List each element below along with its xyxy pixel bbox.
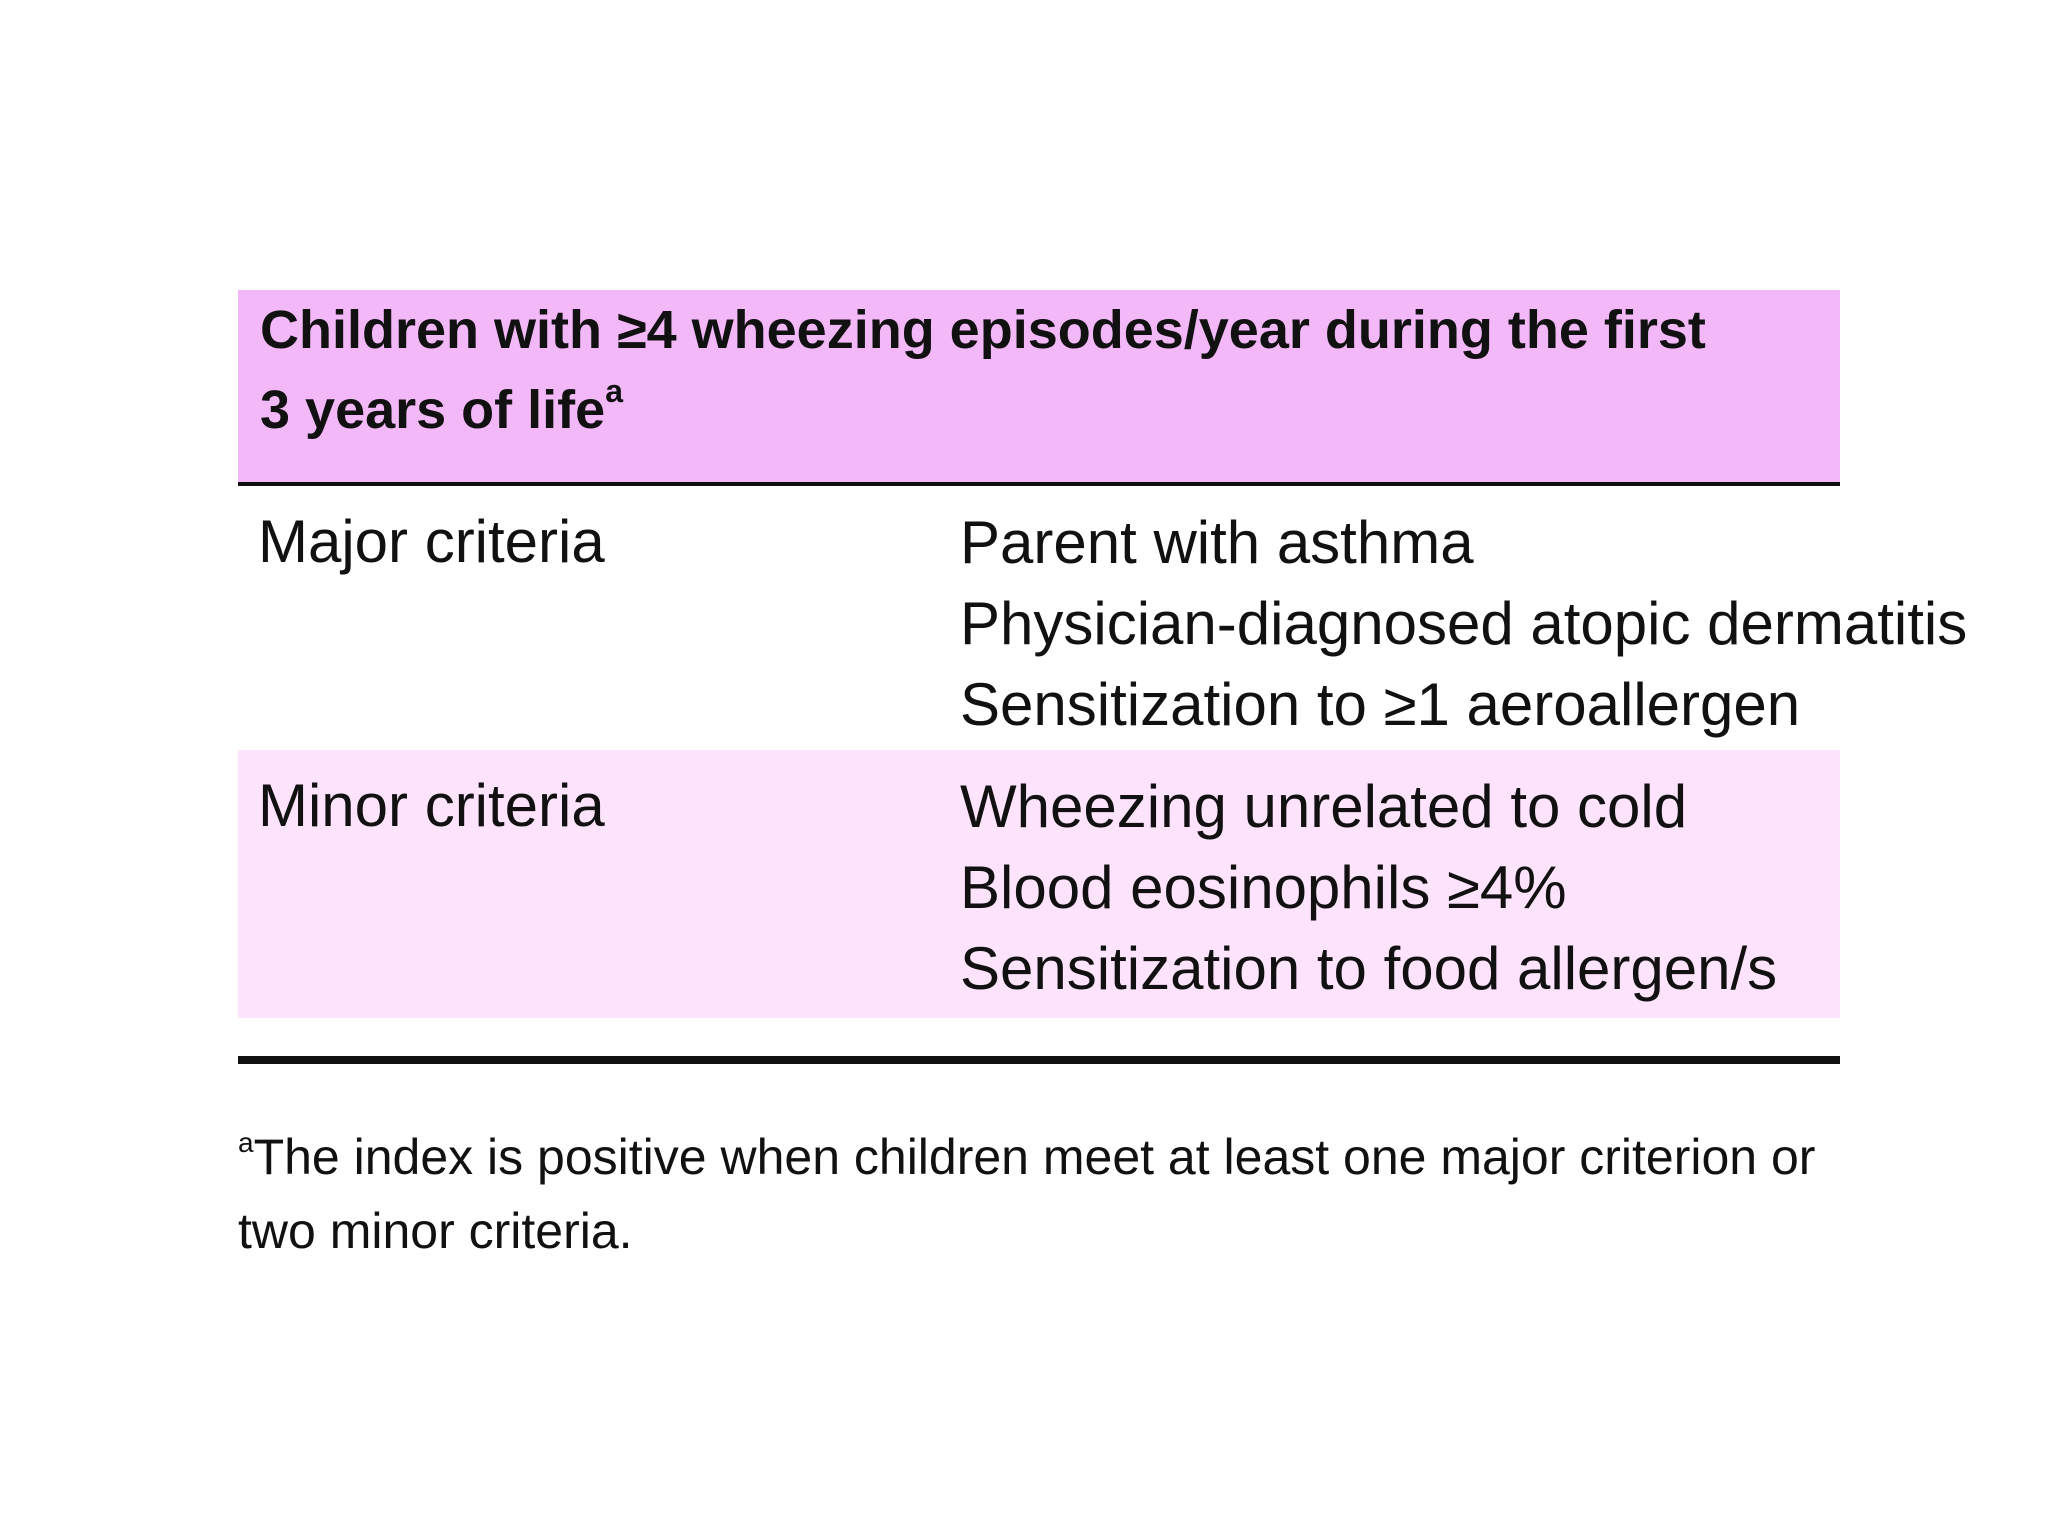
minor-criteria-list xyxy=(960,766,1777,1009)
row-label-major: Major criteria xyxy=(258,508,605,575)
table-header-line-1: Children with ≥4 wheezing episodes/year during the first xyxy=(260,300,1706,360)
footnote-text: The index is positive when children meet at least one major criterion or two minor criteria. xyxy=(238,1129,1816,1259)
table-header xyxy=(238,290,1840,482)
list-item: Parent with asthma xyxy=(960,509,1474,576)
table-row-major-criteria xyxy=(238,486,1968,750)
major-criteria-list xyxy=(960,502,1967,745)
criteria-table xyxy=(238,296,1968,1064)
list-item: Sensitization to food allergen/s xyxy=(960,935,1778,1002)
row-label-minor: Minor criteria xyxy=(258,772,605,839)
table-header-footnote-marker: a xyxy=(605,373,623,409)
list-item: Blood eosinophils ≥4% xyxy=(960,854,1567,921)
table-header-line-2-text: 3 years of life xyxy=(260,380,606,440)
list-item: Wheezing unrelated to cold xyxy=(960,773,1688,840)
table-bottom-rule xyxy=(238,1056,1840,1064)
table-row-minor-criteria xyxy=(238,750,1840,1018)
footnote-marker: a xyxy=(238,1127,254,1158)
list-item: Sensitization to ≥1 aeroallergen xyxy=(960,671,1801,738)
table-bottom-spacing xyxy=(238,1018,1840,1056)
table-footnote xyxy=(238,1120,1840,1268)
list-item: Physician-diagnosed atopic dermatitis xyxy=(960,590,1968,657)
table-header-line-2 xyxy=(260,370,1840,450)
